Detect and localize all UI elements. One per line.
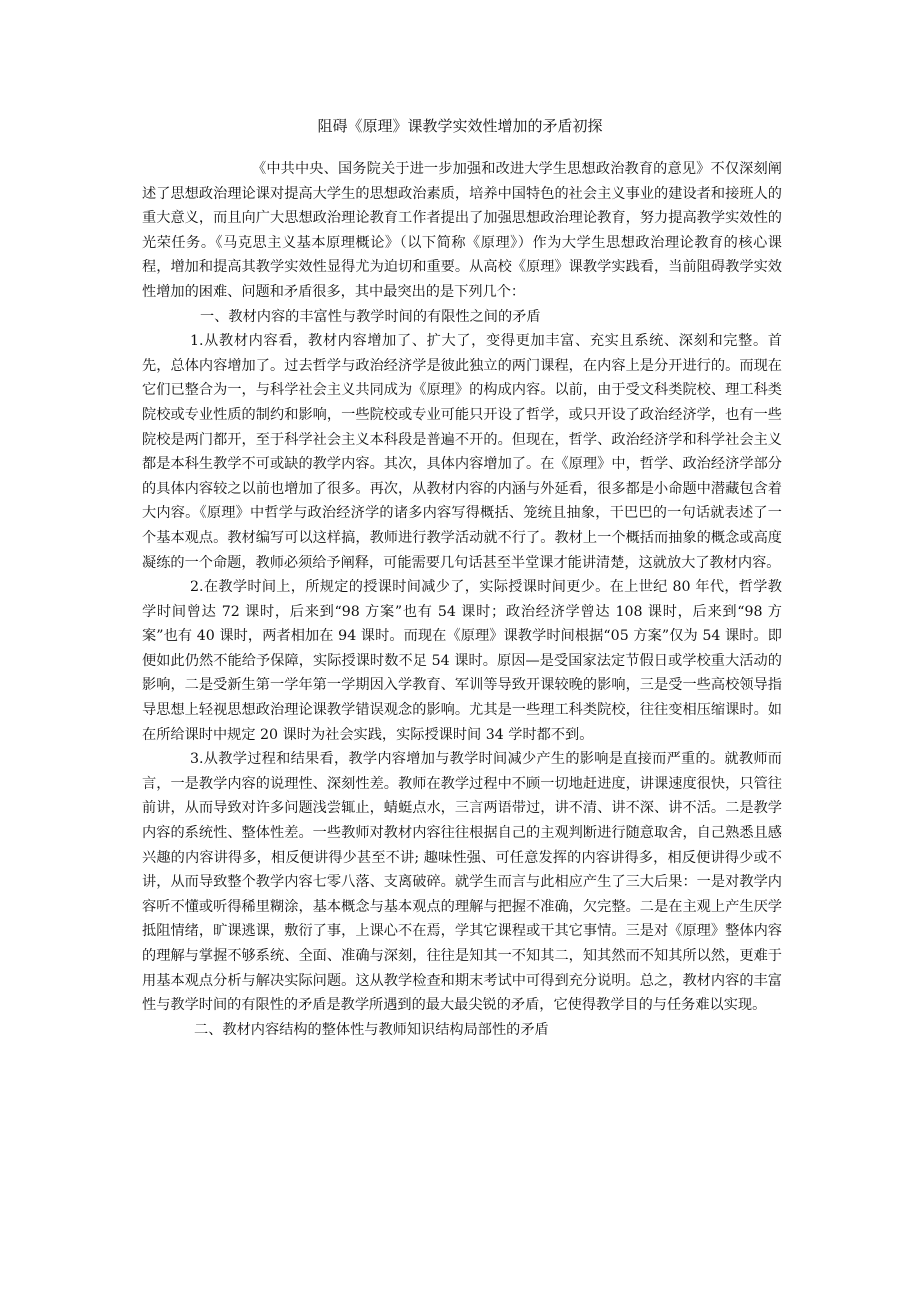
paragraph-point-2: 2.在教学时间上，所规定的授课时间减少了，实际授课时间更少。在上世纪 80 年代，哲学教学时间曾达 72 课时，后来到“98 方案”也有 54 课时；政治经济学曾达 108 课时，后来到“98 方案”也有 40 课时，两者相加在 94 课时。而现在《原理》课教学时间根据“05 方案”仅为 54 课时。即便如此仍然不能给予保障，实际授课时数不足 54 课时。原因—是受国家法定节假日或学校重大活动的影响，二是受新生第一学年第一学期因入学教育、军训等导致开课较晚的影响，三是受一些高校领导指导思想上轻视思想政治理论课教学错误观念的影响。尤其是一些理工科类院校，往往变相压缩课时。如在所给课时中规定 20 课时为社会实践，实际授课时间 34 学时都不到。	[142, 579, 782, 743]
paragraph-point-3: 3.从教学过程和结果看，教学内容增加与教学时间减少产生的影响是直接而严重的。就教师而言，一是教学内容的说理性、深刻性差。教师在教学过程中不顾一切地赶进度，讲课速度很快，只管往前讲，从而导致对许多问题浅尝辄止，蜻蜓点水，三言两语带过，讲不清、讲不深、讲不活。二是教学内容的系统性、整体性差。一些教师对教材内容往往根据自己的主观判断进行随意取舍，自己熟悉且感兴趣的内容讲得多，相反便讲得少甚至不讲; 趣味性强、可任意发挥的内容讲得多，相反便讲得少或不讲，从而导致整个教学内容七零八落、支离破碎。就学生而言与此相应产生了三大后果：一是对教学内容听不懂或听得稀里糊涂，基本概念与基本观点的理解与把握不准确，欠完整。二是在主观上产生厌学抵阻情绪，旷课逃课，敷衍了事，上课心不在焉，学其它课程或干其它事情。三是对《原理》整体内容的理解与掌握不够系统、全面、准确与深刻，往往是知其一不知其二，知其然而不知其所以然，更难于用基本观点分析与解决实际问题。这从教学检查和期末考试中可得到充分说明。总之，教材内容的丰富性与教学时间的有限性的矛盾是教学所遇到的最大最尖锐的矛盾，它使得教学目的与任务难以实现。	[142, 751, 782, 1014]
intro-paragraph: 《中共中央、国务院关于进一步加强和改进大学生思想政治教育的意见》不仅深刻阐述了思想政治理论课对提高大学生的思想政治素质，培养中国特色的社会主义事业的建设者和接班人的重大意义，而且向广大思想政治理论教育工作者提出了加强思想政治理论教育，努力提高教学实效性的光荣任务。《马克思主义基本原理概论》（以下简称《原理》）作为大学生思想政治理论教育的核心课程，增加和提高其教学实效性显得尤为迫切和重要。从高校《原理》课教学实践看，当前阻碍教学实效性增加的困难、问题和矛盾很多，其中最突出的是下列几个：	[142, 161, 782, 300]
section-heading-2: 二、教材内容结构的整体性与教师知识结构局部性的矛盾	[194, 1021, 549, 1038]
document-body	[142, 157, 782, 1042]
document-title: 阻碍《原理》课教学实效性增加的矛盾初探	[317, 117, 603, 135]
paragraph-point-1: 1.从教材内容看，教材内容增加了、扩大了，变得更加丰富、充实且系统、深刻和完整。首先，总体内容增加了。过去哲学与政治经济学是彼此独立的两门课程，在内容上是分开进行的。而现在它们已整合为一，与科学社会主义共同成为《原理》的构成内容。以前，由于受文科类院校、理工科类院校或专业性质的制约和影响，一些院校或专业可能只开设了哲学，或只开设了政治经济学，也有一些院校是两门都开，至于科学社会主义本科段是普遍不开的。但现在，哲学、政治经济学和科学社会主义都是本科生教学不可或缺的教学内容。其次，具体内容增加了。在《原理》中，哲学、政治经济学部分的具体内容较之以前也增加了很多。再次，从教材内容的内涵与外延看，很多都是小命题中潜藏包含着大内容。《原理》中哲学与政治经济学的诸多内容写得概括、笼统且抽象，干巴巴的一句话就表述了一个基本观点。教材编写可以这样搞，教师进行教学活动就不行了。教材上一个概括而抽象的概念或高度凝练的一个命题，教师必须给予阐释，可能需要几句话甚至半堂课才能讲清楚，这就放大了教材内容。	[142, 333, 782, 571]
section-heading-1: 一、教材内容的丰富性与教学时间的有限性之间的矛盾	[200, 308, 541, 325]
